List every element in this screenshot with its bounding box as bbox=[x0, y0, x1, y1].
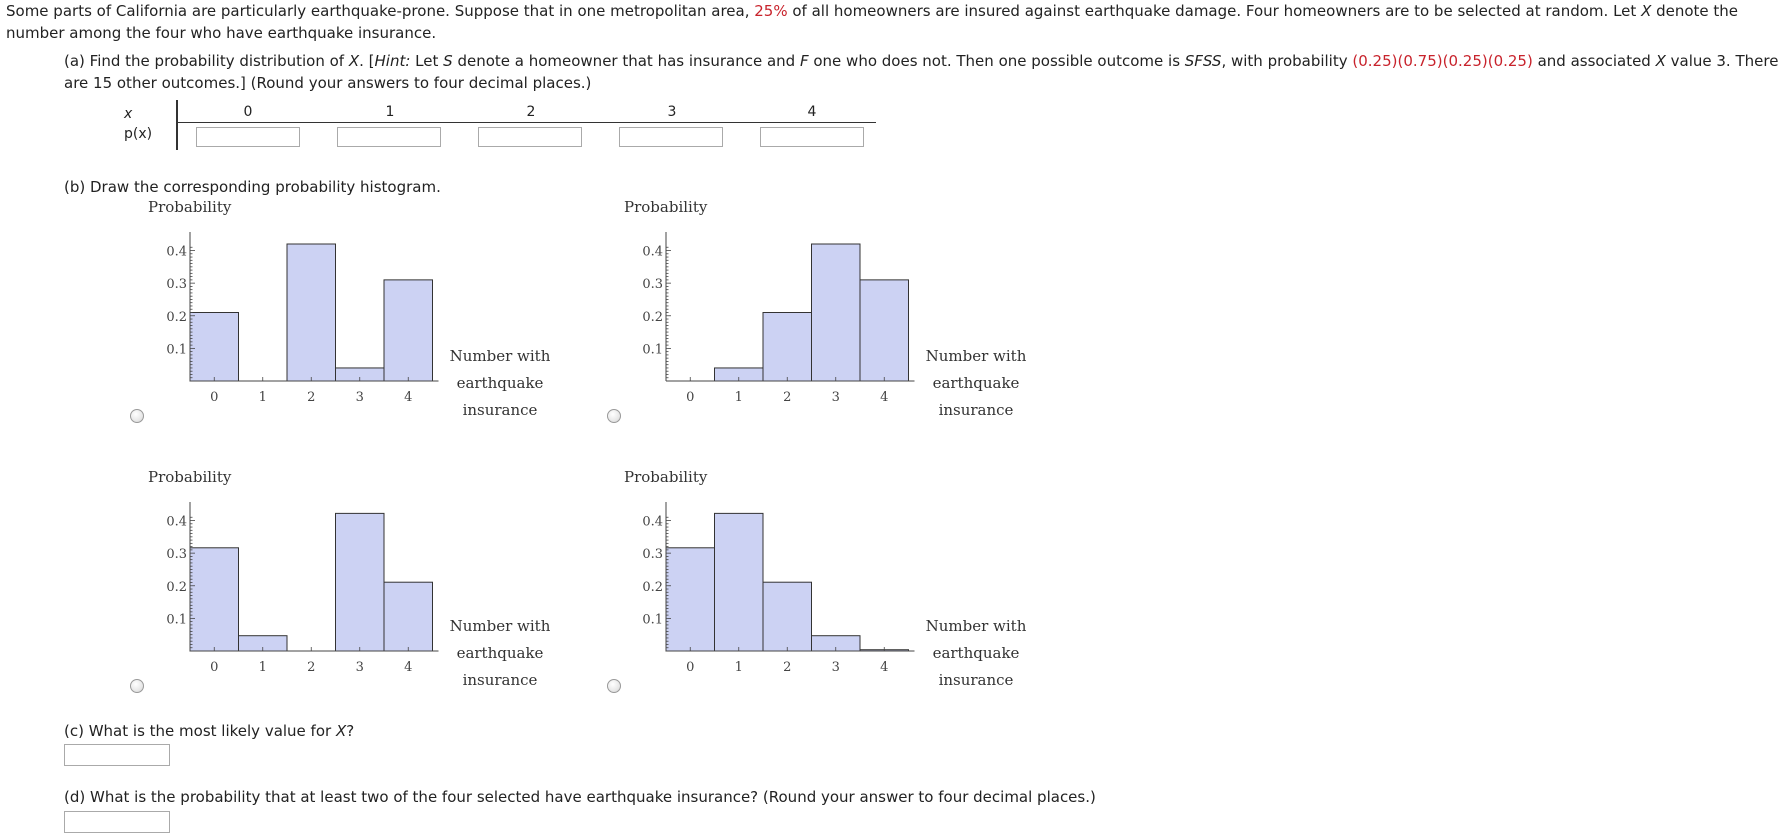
px-input-3[interactable] bbox=[619, 127, 723, 147]
x-axis-label: insurance bbox=[938, 671, 1014, 689]
x-tick-label: 2 bbox=[783, 660, 792, 675]
histogram-bar bbox=[812, 244, 861, 381]
x-tick-label: 2 bbox=[783, 390, 792, 405]
histogram-bar bbox=[190, 548, 239, 651]
problem-intro bbox=[6, 0, 1780, 44]
y-axis-label: Probability bbox=[148, 198, 232, 216]
y-tick-label: 0.3 bbox=[166, 547, 187, 563]
x-tick-label: 1 bbox=[734, 660, 743, 675]
y-tick-label: 0.1 bbox=[642, 612, 663, 628]
part-a-text: , with probability bbox=[1221, 52, 1353, 70]
part-a-text: and associated bbox=[1532, 52, 1656, 70]
table-divider bbox=[176, 100, 178, 150]
y-tick-label: 0.2 bbox=[166, 579, 187, 595]
x-tick-label: 3 bbox=[355, 390, 364, 405]
at-least-two-probability-input[interactable] bbox=[64, 811, 170, 833]
x-axis-label: Number with bbox=[449, 617, 551, 635]
y-tick-label: 0.3 bbox=[642, 547, 663, 563]
part-a-var: X bbox=[348, 52, 360, 70]
px-input-0[interactable] bbox=[196, 127, 300, 147]
y-tick-label: 0.3 bbox=[642, 277, 663, 293]
histogram-svg bbox=[606, 200, 1076, 430]
part-a-outcome: SFSS bbox=[1184, 52, 1222, 70]
x-tick-label: 1 bbox=[734, 390, 743, 405]
part-d-question: (d) What is the probability that at least two of the four selected have earthquake insurance? (Round your answer to four decimal places.) bbox=[64, 788, 1096, 806]
histogram-bar bbox=[763, 582, 812, 651]
x-axis-label: Number with bbox=[449, 347, 551, 365]
part-a-prob: (0.25) bbox=[1442, 52, 1488, 70]
x-tick-label: 2 bbox=[307, 390, 316, 405]
histogram-bar bbox=[860, 280, 909, 381]
x-tick-label: 3 bbox=[831, 660, 840, 675]
part-c-text: ? bbox=[346, 722, 355, 740]
y-tick-label: 0.1 bbox=[166, 342, 187, 358]
histogram-bar bbox=[336, 513, 385, 651]
distribution-table bbox=[96, 100, 886, 152]
x-tick-label: 1 bbox=[258, 390, 267, 405]
x-axis-label: earthquake bbox=[456, 644, 544, 662]
x-tick-label: 4 bbox=[404, 660, 413, 675]
table-x-value: 0 bbox=[243, 104, 253, 120]
table-x-label: x bbox=[124, 106, 133, 122]
histogram-option-4-radio[interactable] bbox=[607, 679, 621, 693]
table-x-value: 4 bbox=[807, 104, 817, 120]
histogram-bar bbox=[715, 513, 764, 651]
x-tick-label: 4 bbox=[880, 390, 889, 405]
px-input-1[interactable] bbox=[337, 127, 441, 147]
part-a-prob: (0.25) bbox=[1352, 52, 1398, 70]
table-px-label: p(x) bbox=[124, 126, 153, 142]
part-a-var: X bbox=[1655, 52, 1666, 70]
part-a-text: value 3. There are 15 other outcomes.] (Round your answers to four decimal places.) bbox=[64, 52, 1779, 92]
x-axis-label: earthquake bbox=[456, 374, 544, 392]
intro-var-x: X bbox=[1641, 2, 1652, 20]
histogram-bar bbox=[190, 313, 239, 382]
y-axis-label: Probability bbox=[624, 468, 708, 486]
histogram-bar bbox=[763, 313, 812, 382]
part-b-question: (b) Draw the corresponding probability histogram. bbox=[64, 178, 441, 196]
part-c-text: (c) What is the most likely value for bbox=[64, 722, 336, 740]
part-a-text: denote a homeowner that has insurance and bbox=[452, 52, 800, 70]
part-a-text: Let bbox=[410, 52, 444, 70]
y-tick-label: 0.4 bbox=[642, 244, 663, 260]
part-a-var: F bbox=[799, 52, 809, 70]
histogram-option-3 bbox=[130, 470, 600, 700]
x-axis-label: Number with bbox=[925, 617, 1027, 635]
y-tick-label: 0.1 bbox=[642, 342, 663, 358]
x-tick-label: 1 bbox=[258, 660, 267, 675]
y-axis-label: Probability bbox=[148, 468, 232, 486]
part-a-prob: (0.75) bbox=[1397, 52, 1443, 70]
part-a-prob: (0.25) bbox=[1487, 52, 1533, 70]
y-axis-label: Probability bbox=[624, 198, 708, 216]
x-tick-label: 0 bbox=[210, 390, 219, 405]
x-axis-label: insurance bbox=[462, 671, 538, 689]
histogram-bar bbox=[384, 280, 433, 381]
intro-text-2: of all homeowners are insured against earthquake damage. Four homeowners are to be selected at random. Let bbox=[787, 2, 1642, 20]
table-x-value: 2 bbox=[526, 104, 536, 120]
y-tick-label: 0.4 bbox=[166, 244, 187, 260]
x-tick-label: 4 bbox=[404, 390, 413, 405]
y-tick-label: 0.2 bbox=[642, 309, 663, 325]
x-tick-label: 0 bbox=[210, 660, 219, 675]
histogram-option-1-radio[interactable] bbox=[130, 409, 144, 423]
part-a-text: . [ bbox=[359, 52, 375, 70]
x-tick-label: 2 bbox=[307, 660, 316, 675]
x-tick-label: 3 bbox=[355, 660, 364, 675]
x-axis-label: insurance bbox=[462, 401, 538, 419]
part-c-var: X bbox=[335, 722, 347, 740]
table-rule bbox=[176, 122, 876, 123]
x-tick-label: 4 bbox=[880, 660, 889, 675]
x-axis-label: Number with bbox=[925, 347, 1027, 365]
part-a-text: (a) Find the probability distribution of bbox=[64, 52, 349, 70]
x-axis-label: earthquake bbox=[932, 374, 1020, 392]
intro-text-3: denote the number among the four who have earthquake insurance. bbox=[6, 2, 1739, 42]
y-tick-label: 0.4 bbox=[642, 514, 663, 530]
y-tick-label: 0.4 bbox=[166, 514, 187, 530]
histogram-svg bbox=[606, 470, 1076, 700]
intro-text-1: Some parts of California are particularly earthquake-prone. Suppose that in one metropolitan area, bbox=[6, 2, 755, 20]
y-tick-label: 0.2 bbox=[166, 309, 187, 325]
histogram-bar bbox=[287, 244, 336, 381]
histogram-option-3-radio[interactable] bbox=[130, 679, 144, 693]
part-a-hint: Hint: bbox=[374, 52, 411, 70]
part-a-var: S bbox=[443, 52, 453, 70]
histogram-option-1 bbox=[130, 200, 600, 430]
y-tick-label: 0.3 bbox=[166, 277, 187, 293]
y-tick-label: 0.1 bbox=[166, 612, 187, 628]
histogram-option-2 bbox=[606, 200, 1076, 430]
histogram-bar bbox=[384, 582, 433, 651]
table-x-value: 1 bbox=[385, 104, 395, 120]
part-c-question bbox=[64, 722, 354, 740]
histogram-svg bbox=[130, 200, 600, 430]
px-input-2[interactable] bbox=[478, 127, 582, 147]
histogram-bar bbox=[666, 548, 715, 651]
histogram-option-4 bbox=[606, 470, 1076, 700]
x-tick-label: 3 bbox=[831, 390, 840, 405]
x-tick-label: 0 bbox=[686, 390, 695, 405]
x-axis-label: insurance bbox=[938, 401, 1014, 419]
part-a-question bbox=[64, 50, 1780, 94]
x-axis-label: earthquake bbox=[932, 644, 1020, 662]
table-x-value: 3 bbox=[667, 104, 677, 120]
histogram-option-2-radio[interactable] bbox=[607, 409, 621, 423]
x-tick-label: 0 bbox=[686, 660, 695, 675]
most-likely-value-input[interactable] bbox=[64, 744, 170, 766]
intro-percent: 25% bbox=[754, 2, 788, 20]
y-tick-label: 0.2 bbox=[642, 579, 663, 595]
part-a-text: one who does not. Then one possible outcome is bbox=[808, 52, 1185, 70]
histogram-svg bbox=[130, 470, 600, 700]
px-input-4[interactable] bbox=[760, 127, 864, 147]
